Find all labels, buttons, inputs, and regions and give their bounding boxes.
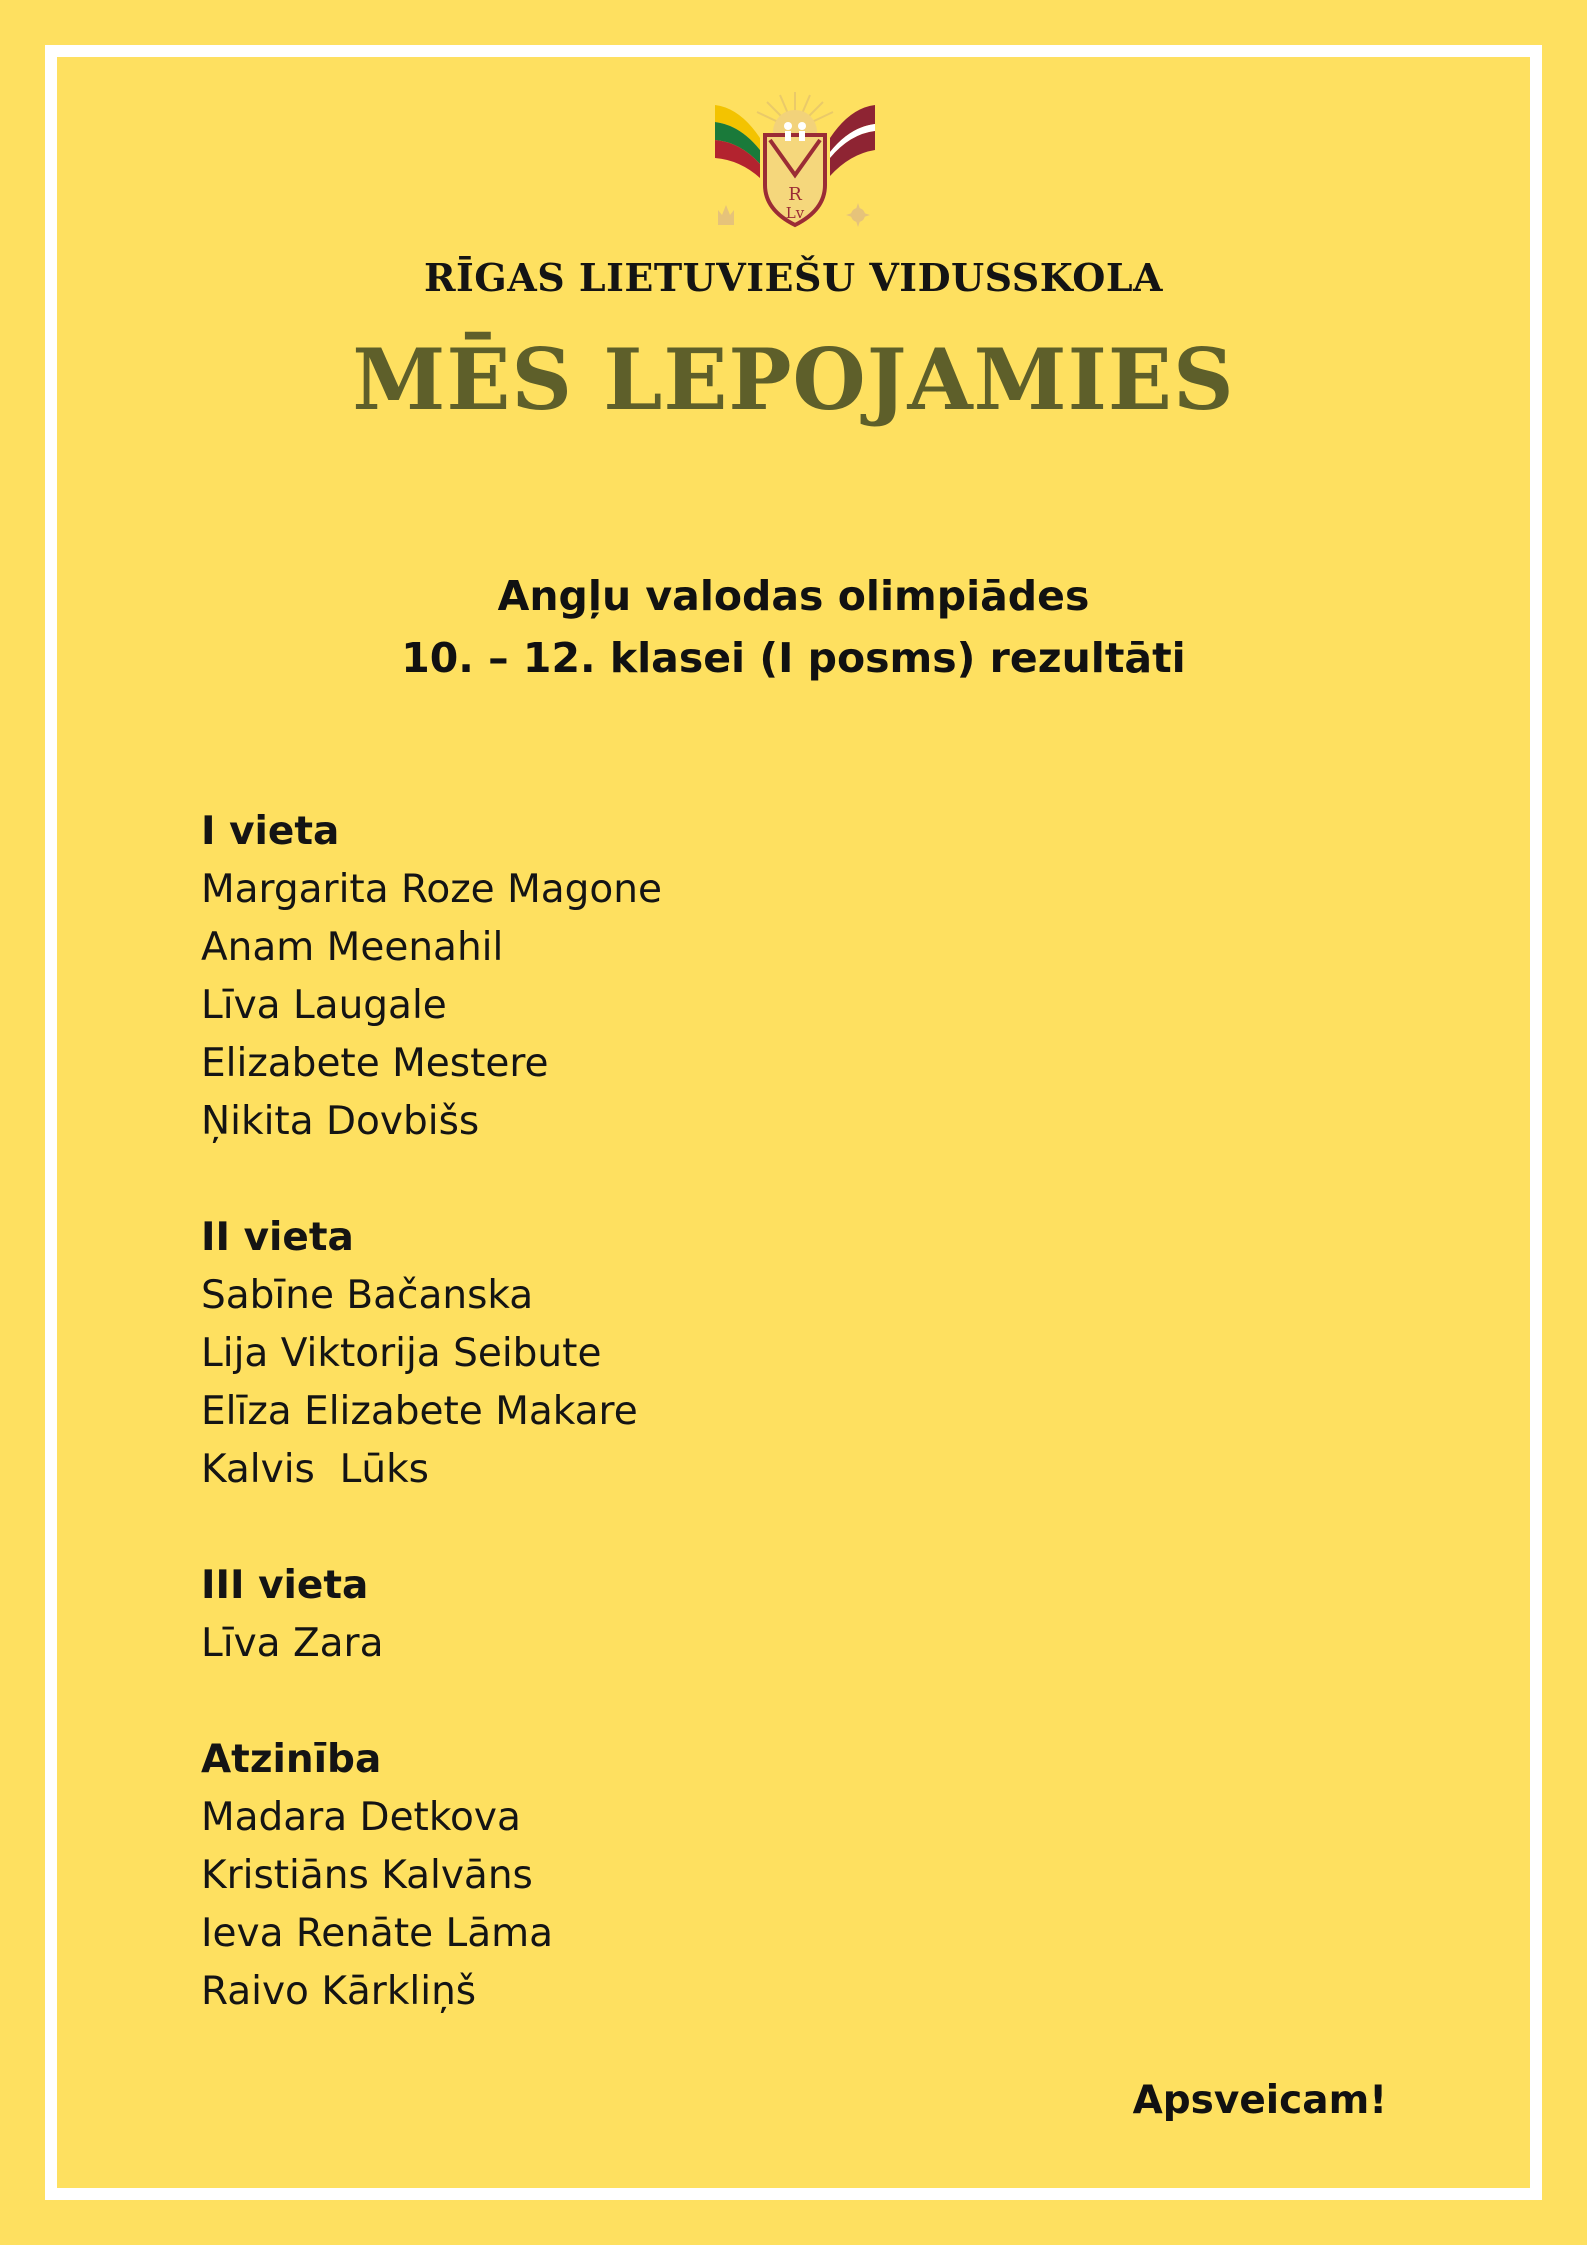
svg-text:Lv: Lv <box>785 204 805 222</box>
subtitle <box>0 565 1587 689</box>
group-title: III vieta <box>201 1563 369 1608</box>
results-group-first-place <box>201 803 1201 1151</box>
subtitle-line-1: Angļu valodas olimpiādes <box>497 572 1090 620</box>
list-item: Raivo Kārkliņš <box>201 1969 477 2014</box>
school-crest-icon <box>710 90 880 235</box>
results-group-third-place <box>201 1557 1201 1673</box>
list-item: Elīza Elizabete Makare <box>201 1389 638 1434</box>
list-item: Līva Laugale <box>201 983 447 1028</box>
group-title: I vieta <box>201 809 340 854</box>
list-item: Ņikita Dovbišs <box>201 1099 480 1144</box>
list-item: Kalvis Lūks <box>201 1447 430 1492</box>
results-list <box>201 803 1201 2079</box>
list-item: Sabīne Bačanska <box>201 1273 534 1318</box>
group-title: II vieta <box>201 1215 354 1260</box>
list-item: Lija Viktorija Seibute <box>201 1331 602 1376</box>
svg-text:R: R <box>788 184 802 205</box>
school-name: RĪGAS LIETUVIEŠU VIDUSSKOLA <box>423 255 1164 300</box>
list-item: Anam Meenahil <box>201 925 504 970</box>
list-item: Ieva Renāte Lāma <box>201 1911 554 1956</box>
page-title: MĒS LEPOJAMIES <box>352 330 1235 429</box>
results-group-second-place <box>201 1209 1201 1499</box>
list-item: Līva Zara <box>201 1621 384 1666</box>
closing-text: Apsveicam! <box>1132 2078 1387 2123</box>
list-item: Margarita Roze Magone <box>201 867 662 912</box>
list-item: Madara Detkova <box>201 1795 521 1840</box>
results-group-recognition <box>201 1731 1201 2021</box>
subtitle-line-2: 10. – 12. klasei (I posms) rezultāti <box>401 634 1186 682</box>
list-item: Elizabete Mestere <box>201 1041 549 1086</box>
group-title: Atzinība <box>201 1737 382 1782</box>
list-item: Kristiāns Kalvāns <box>201 1853 533 1898</box>
